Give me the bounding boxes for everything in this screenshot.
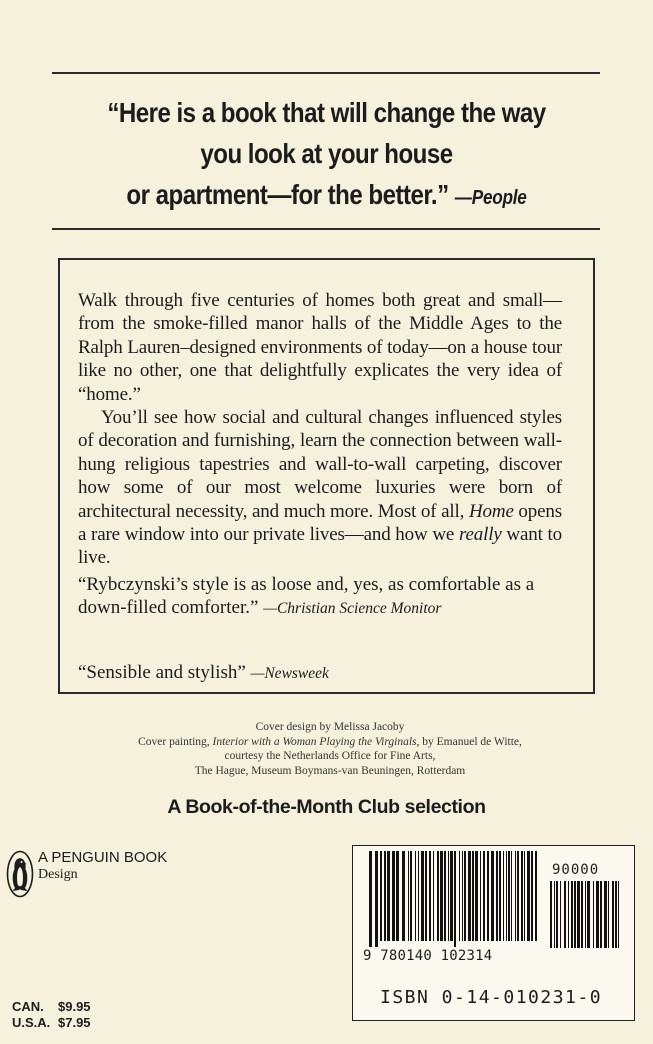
barcode-bar <box>550 881 552 948</box>
price-region: U.S.A. <box>12 1015 51 1030</box>
barcode-bar <box>556 881 558 948</box>
barcode-bar <box>369 851 372 947</box>
headline-line-1: “Here is a book that will change the way <box>107 97 546 128</box>
barcode-bar <box>618 881 619 948</box>
isbn-number: ISBN 0-14-010231-0 <box>380 987 603 1008</box>
headline-line-3-text: or apartment—for the better.” <box>126 179 449 210</box>
barcode-bar <box>491 851 494 941</box>
credit-museum: The Hague, Museum Boymans-van Beuningen, Rotterdam <box>194 764 466 777</box>
barcode-bar <box>421 851 424 941</box>
barcode-bar <box>440 851 443 941</box>
barcode-bar <box>415 851 416 941</box>
credit-design: Cover design by Melissa Jacoby <box>255 721 405 733</box>
barcode-bar <box>499 851 501 941</box>
barcode-bar <box>503 851 504 941</box>
barcode-bar <box>444 851 446 941</box>
barcode-bar <box>604 881 607 948</box>
credit-painting-title: Interior with a Woman Playing the Virginals <box>212 735 417 748</box>
cover-credits <box>90 720 570 778</box>
barcode-bar <box>464 851 466 941</box>
blurb-home-title: Home <box>468 500 514 522</box>
barcode-bar <box>560 881 561 948</box>
barcode-bar <box>496 851 498 941</box>
barcode-bar <box>472 851 474 941</box>
blurb-paragraph-1: Walk through five centuries of homes both great and small—from the smoke-filled manor halls of the Middle Ages to the Ralph Lauren–designed environments of today—on a house tour like no other, one that delightfully explicates the very idea of “home.” <box>78 290 562 405</box>
barcode-bar <box>511 851 512 941</box>
price-amount: $7.95 <box>58 1015 91 1030</box>
barcode-bar <box>384 851 386 941</box>
headline-line-2: you look at your house <box>200 138 453 169</box>
barcode-bar <box>468 851 471 941</box>
barcode-bar <box>425 851 427 941</box>
review-quote-1-text: “Rybczynski’s style is as loose and, yes, as comfortable as a down-filled comforter.” <box>78 574 535 619</box>
price-region: CAN. <box>12 999 44 1014</box>
barcode-bar <box>564 881 566 948</box>
barcode-bar <box>593 881 594 948</box>
barcode-bar <box>515 851 516 941</box>
ean-digits: 9 780140 102314 <box>363 948 493 964</box>
headline-line-3 <box>80 174 573 219</box>
barcode-bar <box>392 851 395 941</box>
barcode-bar <box>462 851 463 941</box>
barcode-bar <box>596 881 599 948</box>
barcode-bar <box>574 881 576 948</box>
credit-painting-suffix: , by Emanuel de Witte, <box>416 735 522 748</box>
barcode-bar <box>454 851 456 947</box>
barcode-bar <box>408 851 409 941</box>
publisher-category: Design <box>38 867 78 882</box>
barcode-bar <box>521 851 523 941</box>
review-quote-1 <box>78 573 568 621</box>
barcode-bar <box>459 851 460 941</box>
barcode-bar <box>448 851 449 941</box>
price-amount: $9.95 <box>58 999 91 1014</box>
bottom-rule <box>52 228 600 230</box>
headline-attribution: —People <box>454 187 527 209</box>
barcode-bar <box>517 851 519 941</box>
ean-barcode <box>369 851 541 947</box>
barcode-bar <box>437 851 439 941</box>
barcode-bar <box>581 881 583 948</box>
headline-quote <box>80 92 573 219</box>
blurb-paragraph-2-c: want to live. <box>78 524 562 569</box>
barcode-bar <box>506 851 507 941</box>
barcode-bar <box>577 881 580 948</box>
barcode-bar <box>480 851 481 941</box>
barcode-bar <box>483 851 485 941</box>
barcode-bar <box>612 881 614 948</box>
credit-painting <box>90 735 570 750</box>
barcode-bar <box>571 881 573 948</box>
price-canada <box>12 999 91 1014</box>
barcode-bar <box>380 851 382 941</box>
barcode-bar <box>418 851 419 941</box>
barcode-bar <box>475 851 478 941</box>
review-quote-2-source: —Newsweek <box>250 665 329 682</box>
review-quote-1-source: —Christian Science Monitor <box>263 600 442 618</box>
club-selection: A Book-of-the-Month Club selection <box>167 796 486 818</box>
barcode-bar <box>554 881 555 948</box>
credit-courtesy: courtesy the Netherlands Office for Fine Arts, <box>224 750 436 762</box>
addon-digits: 90000 <box>552 862 600 878</box>
top-rule <box>52 72 600 74</box>
barcode-bar <box>396 851 399 941</box>
review-quote-2-text: “Sensible and stylish” <box>78 662 251 683</box>
barcode-bar <box>535 851 537 941</box>
barcode-bar <box>387 851 390 941</box>
barcode-bar <box>487 851 489 941</box>
barcode-bar <box>527 851 530 941</box>
barcode-bar <box>450 851 453 941</box>
price-usa <box>12 1015 91 1030</box>
barcode-bar <box>429 851 431 941</box>
barcode-bar <box>600 881 602 948</box>
addon-barcode <box>550 881 622 954</box>
blurb-paragraph-2-b: opens a rare window into our private lives—and how we <box>78 500 563 546</box>
barcode-bar <box>615 881 617 948</box>
barcode-bar <box>587 881 590 948</box>
barcode-bar <box>585 881 586 948</box>
barcode-bar <box>508 851 510 941</box>
penguin-icon <box>6 850 34 898</box>
credit-painting-prefix: Cover painting, <box>138 735 213 748</box>
barcode-bar <box>410 851 412 941</box>
barcode-bar <box>433 851 434 941</box>
barcode-bar <box>402 851 405 941</box>
barcode-bar <box>531 851 533 941</box>
blurb-really: really <box>458 524 502 546</box>
blurb-paragraph-2 <box>78 406 562 570</box>
blurb-paragraph-2-a: You’ll see how social and cultural changes influenced styles of decoration and furnishing, learn the connection between wall-hung religious tapestries and wall-to-wall carpeting, discover how some of our most welcome luxuries were born of architectural necessity, and much more. Most of all, <box>78 407 562 522</box>
barcode-bar <box>568 881 569 948</box>
publisher-name: A PENGUIN BOOK <box>38 849 168 866</box>
review-quote-2 <box>78 661 568 685</box>
barcode-bar <box>608 881 609 948</box>
barcode-bar <box>524 851 525 941</box>
barcode-bar <box>375 851 378 947</box>
